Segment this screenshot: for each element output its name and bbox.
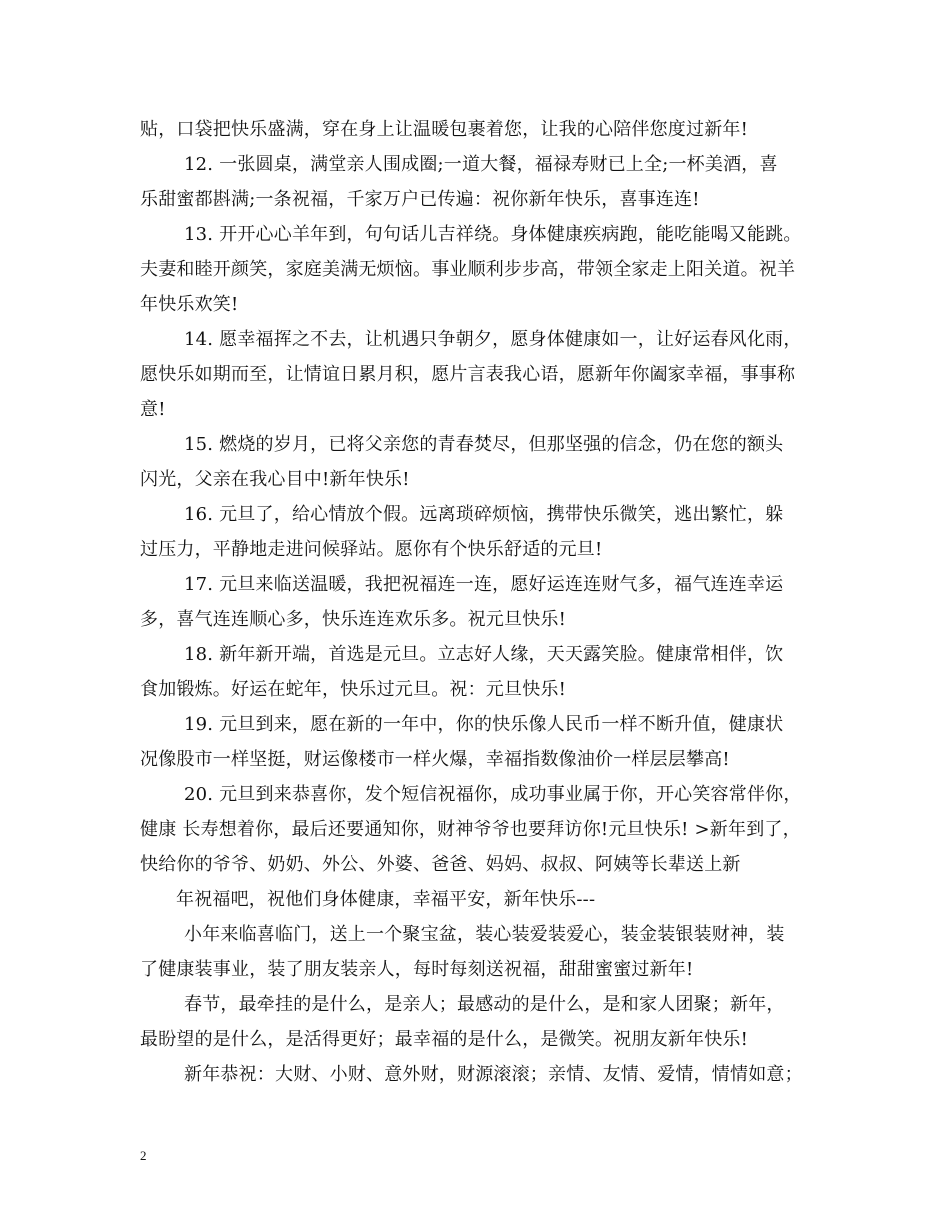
text-line: 意! xyxy=(140,399,166,420)
text-line: 19. 元旦到来，愿在新的一年中，你的快乐像人民币一样不断升值，健康状 xyxy=(184,714,784,735)
text-line: 健康 长寿想着你，最后还要通知你，财神爷爷也要拜访你!元旦快乐! >新年到了， xyxy=(140,819,801,840)
text-line: 况像股市一样坚挺，财运像楼市一样火爆，幸福指数像油价一样层层攀高! xyxy=(140,749,730,770)
text-line: 17. 元旦来临送温暖，我把祝福连一连，愿好运连连财气多，福气连连幸运 xyxy=(184,574,784,595)
text-line: 16. 元旦了，给心情放个假。远离琐碎烦恼，携带快乐微笑，逃出繁忙，躲 xyxy=(184,504,784,525)
text-line: 年祝福吧，祝他们身体健康，幸福平安，新年快乐--- xyxy=(176,889,596,910)
page-number: 2 xyxy=(140,1148,147,1163)
text-line: 了健康装事业，装了朋友装亲人，每时每刻送祝福，甜甜蜜蜜过新年! xyxy=(140,959,694,980)
text-line: 12. 一张圆桌，满堂亲人围成圈;一道大餐，福禄寿财已上全;一杯美酒，喜 xyxy=(184,154,778,175)
text-line: 夫妻和睦开颜笑，家庭美满无烦恼。事业顺利步步高，带领全家走上阳关道。祝羊 xyxy=(140,259,796,280)
text-line: 18. 新年新开端，首选是元旦。立志好人缘，天天露笑脸。健康常相伴，饮 xyxy=(184,644,784,665)
text-line: 食加锻炼。好运在蛇年，快乐过元旦。祝：元旦快乐! xyxy=(140,679,567,700)
text-line: 快给你的爷爷、奶奶、外公、外婆、爸爸、妈妈、叔叔、阿姨等长辈送上新 xyxy=(140,854,741,875)
text-line: 小年来临喜临门，送上一个聚宝盆，装心装爱装爱心，装金装银装财神，装 xyxy=(184,924,785,945)
text-line: 新年恭祝：大财、小财、意外财，财源滚滚；亲情、友情、爱情，情情如意； xyxy=(184,1064,803,1085)
text-line: 20. 元旦到来恭喜你，发个短信祝福你，成功事业属于你，开心笑容常伴你， xyxy=(184,784,802,805)
text-line: 最盼望的是什么，是活得更好；最幸福的是什么，是微笑。祝朋友新年快乐! xyxy=(140,1029,749,1050)
text-line: 贴，口袋把快乐盛满，穿在身上让温暖包裹着您，让我的心陪伴您度过新年! xyxy=(140,119,749,140)
text-line: 闪光，父亲在我心目中!新年快乐! xyxy=(140,469,410,490)
text-line: 愿快乐如期而至，让情谊日累月积，愿片言表我心语，愿新年你阖家幸福，事事称 xyxy=(140,364,796,385)
text-line: 13. 开开心心羊年到，句句话儿吉祥绕。身体健康疾病跑，能吃能喝又能跳。 xyxy=(184,224,802,245)
text-line: 14. 愿幸福挥之不去，让机遇只争朝夕，愿身体健康如一，让好运春风化雨， xyxy=(184,329,802,350)
text-line: 乐甜蜜都斟满;一条祝福，千家万户已传遍：祝你新年快乐，喜事连连! xyxy=(140,189,700,210)
text-line: 15. 燃烧的岁月，已将父亲您的青春焚尽，但那坚强的信念，仍在您的额头 xyxy=(184,434,784,455)
text-line: 春节，最牵挂的是什么，是亲人；最感动的是什么，是和家人团聚；新年， xyxy=(184,994,785,1015)
text-line: 年快乐欢笑! xyxy=(140,294,239,315)
text-line: 过压力，平静地走进问候驿站。愿你有个快乐舒适的元旦! xyxy=(140,539,603,560)
text-line: 多，喜气连连顺心多，快乐连连欢乐多。祝元旦快乐! xyxy=(140,609,567,630)
